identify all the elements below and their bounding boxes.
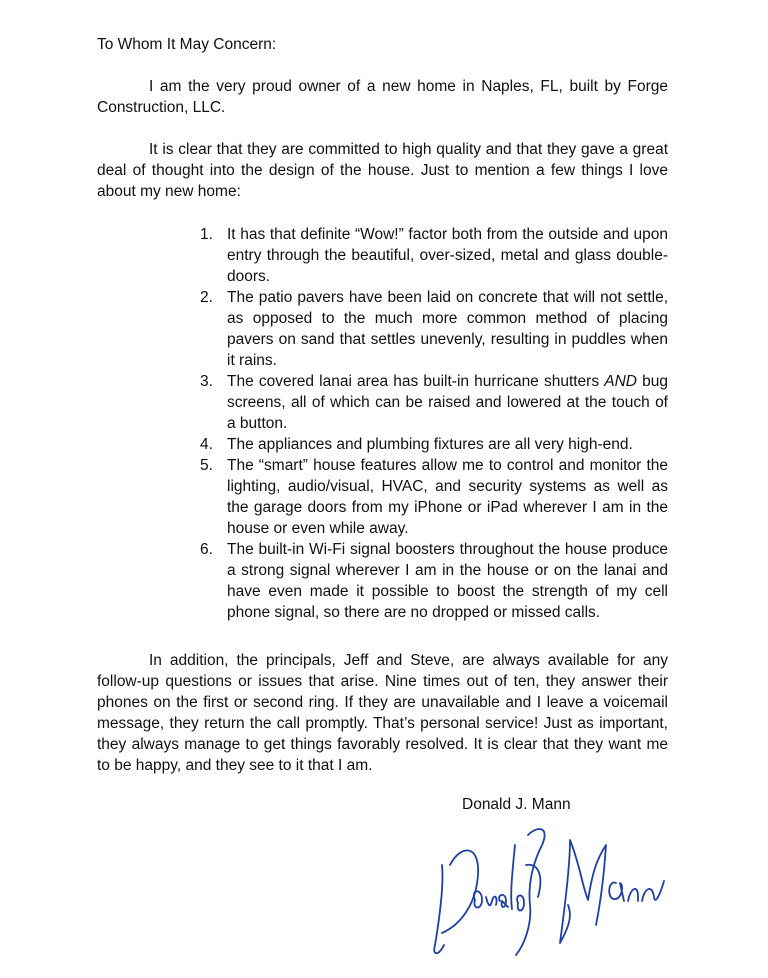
list-item-number: 1. <box>200 226 213 243</box>
list-item-text-before: The covered lanai area has built-in hurricane shutters <box>227 373 605 390</box>
list-item-text: The built-in Wi-Fi signal boosters throughout the house produce a strong signal wherever I am in the house or on the lanai and have even made it possible to boost the strength of my cell phone signal, so there are no dropped or missed calls. <box>227 541 668 621</box>
list-item-text: It has that definite “Wow!” factor both from the outside and upon entry through the beautiful, over-sized, metal and glass double-doors. <box>227 226 668 285</box>
list-item <box>200 224 668 287</box>
list-item-text: The “smart” house features allow me to control and monitor the lighting, audio/visual, HVAC, and security systems as well as the garage doors from my iPhone or iPad wherever I am in the house or even while away. <box>227 457 668 537</box>
greeting: To Whom It May Concern: <box>97 36 277 53</box>
list-item <box>200 539 668 623</box>
intro-paragraph: I am the very proud owner of a new home in Naples, FL, built by Forge Construction, LLC. <box>97 78 668 116</box>
list-item <box>200 371 668 434</box>
list-item-number: 3. <box>200 373 213 390</box>
list-item-number: 6. <box>200 541 213 558</box>
handwritten-signature <box>420 805 680 970</box>
service-paragraph: In addition, the principals, Jeff and Steve, are always available for any follow-up questions or issues that arise. Nine times out of ten, they answer their phones on the first or second ring. If they are unavailable and I leave a voicemail message, they return the call promptly. That’s personal service! Just as important, they always manage to get things favorably resolved. It is clear that they want me to be happy, and they see to it that I am. <box>97 652 668 774</box>
quality-paragraph: It is clear that they are committed to high quality and that they gave a great deal of thought into the design of the house. Just to mention a few things I love about my new home: <box>97 141 668 200</box>
list-item-text-after: bug screens, all of which can be raised and lowered at the touch of a button. <box>227 373 668 432</box>
list-item-emphasis: AND <box>604 373 637 390</box>
list-item-number: 4. <box>200 436 213 453</box>
list-item-text: The appliances and plumbing fixtures are all very high-end. <box>227 436 633 453</box>
list-item <box>200 287 668 371</box>
list-item-number: 2. <box>200 289 213 306</box>
list-item <box>200 434 668 455</box>
signer-name: Donald J. Mann <box>462 796 571 813</box>
feature-list <box>200 224 668 623</box>
list-item-text: The patio pavers have been laid on concrete that will not settle, as opposed to the much more common method of placing pavers on sand that settles unevenly, resulting in puddles when it rains. <box>227 289 668 369</box>
list-item <box>200 455 668 539</box>
list-item-number: 5. <box>200 457 213 474</box>
